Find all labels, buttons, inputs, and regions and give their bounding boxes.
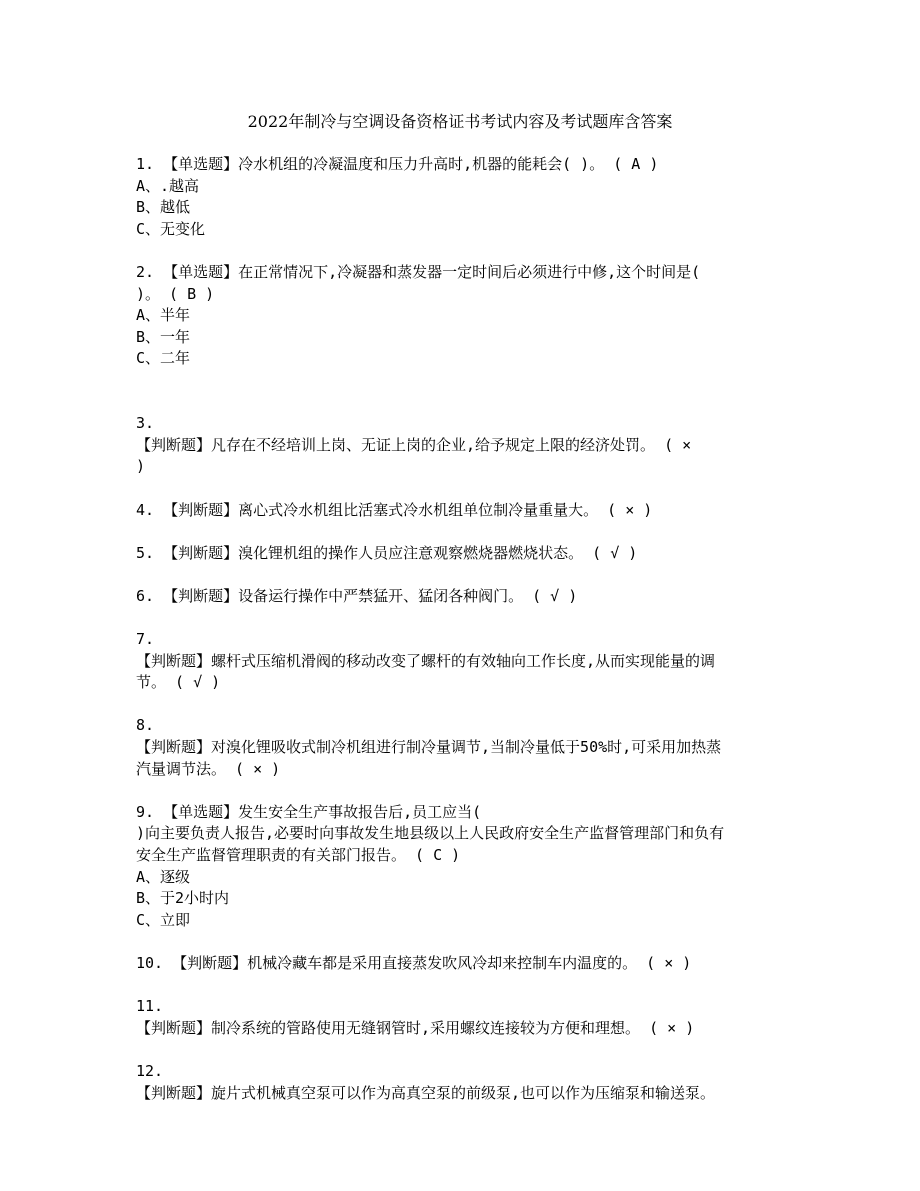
question-text: 6. 【判断题】设备运行操作中严禁猛开、猛闭各种阀门。 ( √ ) bbox=[136, 586, 578, 605]
question-text-continued: ) bbox=[136, 457, 146, 476]
document-title: 2022年制冷与空调设备资格证书考试内容及考试题库含答案 bbox=[247, 112, 673, 131]
question-text-continued: 汽量调节法。 ( × ) bbox=[136, 759, 281, 778]
question-text: 【判断题】螺杆式压缩机滑阀的移动改变了螺杆的有效轴向工作长度,从而实现能量的调 bbox=[136, 651, 716, 670]
question-12 bbox=[136, 1061, 796, 1104]
question-text: 【判断题】凡存在不经培训上岗、无证上岗的企业,给予规定上限的经济处罚。 ( × bbox=[136, 435, 692, 454]
spacer bbox=[136, 478, 796, 500]
question-text: 1. 【单选题】冷水机组的冷凝温度和压力升高时,机器的能耗会( )。 ( A ) bbox=[136, 155, 659, 173]
question-text: 【判断题】对溴化锂吸收式制冷机组进行制冷量调节,当制冷量低于50%时,可采用加热蒸 bbox=[136, 738, 722, 757]
question-number: 12. bbox=[136, 1061, 164, 1080]
question-list bbox=[136, 154, 796, 1104]
spacer bbox=[136, 975, 796, 997]
option-c: C、二年 bbox=[136, 349, 191, 368]
question-text-continued: 节。 ( √ ) bbox=[136, 673, 221, 692]
question-text-continued: )向主要负责人报告,必要时向事故发生地县级以上人民政府安全生产监督管理部门和负有 bbox=[136, 824, 725, 843]
question-10 bbox=[136, 953, 796, 975]
question-7 bbox=[136, 629, 796, 694]
spacer bbox=[136, 607, 796, 629]
question-11 bbox=[136, 996, 796, 1039]
option-c: C、无变化 bbox=[136, 219, 206, 238]
question-number: 3. bbox=[136, 414, 155, 433]
question-text: 2. 【单选题】在正常情况下,冷凝器和蒸发器一定时间后必须进行中修,这个时间是( bbox=[136, 262, 701, 281]
question-text: 5. 【判断题】溴化锂机组的操作人员应注意观察燃烧器燃烧状态。 ( √ ) bbox=[136, 543, 638, 562]
spacer bbox=[136, 370, 796, 392]
spacer bbox=[136, 392, 796, 414]
spacer bbox=[136, 240, 796, 262]
question-8 bbox=[136, 715, 796, 780]
question-9 bbox=[136, 802, 796, 932]
question-text: 10. 【判断题】机械冷藏车都是采用直接蒸发吹风冷却来控制车内温度的。 ( × ) bbox=[136, 953, 692, 972]
option-a: A、.越高 bbox=[136, 176, 200, 195]
spacer bbox=[136, 564, 796, 586]
question-text-continued: 安全生产监督管理职责的有关部门报告。 ( C ) bbox=[136, 846, 461, 864]
question-number: 8. bbox=[136, 716, 155, 735]
spacer bbox=[136, 694, 796, 716]
question-1 bbox=[136, 154, 796, 240]
question-number: 11. bbox=[136, 997, 164, 1016]
option-b: B、一年 bbox=[136, 327, 191, 346]
spacer bbox=[136, 521, 796, 543]
spacer bbox=[136, 1039, 796, 1061]
option-a: A、逐级 bbox=[136, 867, 191, 886]
option-a: A、半年 bbox=[136, 306, 191, 325]
question-text: 【判断题】旋片式机械真空泵可以作为高真空泵的前级泵,也可以作为压缩泵和输送泵。 bbox=[136, 1083, 716, 1102]
option-c: C、立即 bbox=[136, 910, 191, 929]
question-text: 【判断题】制冷系统的管路使用无缝钢管时,采用螺纹连接较为方便和理想。 ( × ) bbox=[136, 1018, 695, 1037]
question-6 bbox=[136, 586, 796, 608]
spacer bbox=[136, 931, 796, 953]
option-b: B、于2小时内 bbox=[136, 889, 230, 908]
question-2 bbox=[136, 262, 796, 370]
question-3 bbox=[136, 413, 796, 478]
question-text-continued: )。 ( B ) bbox=[136, 284, 215, 303]
question-5 bbox=[136, 543, 796, 565]
question-4 bbox=[136, 500, 796, 522]
option-b: B、越低 bbox=[136, 198, 191, 217]
question-number: 7. bbox=[136, 630, 155, 649]
spacer bbox=[136, 780, 796, 802]
question-text: 4. 【判断题】离心式冷水机组比活塞式冷水机组单位制冷量重量大。 ( × ) bbox=[136, 500, 653, 519]
question-text: 9. 【单选题】发生安全生产事故报告后,员工应当( bbox=[136, 802, 482, 821]
